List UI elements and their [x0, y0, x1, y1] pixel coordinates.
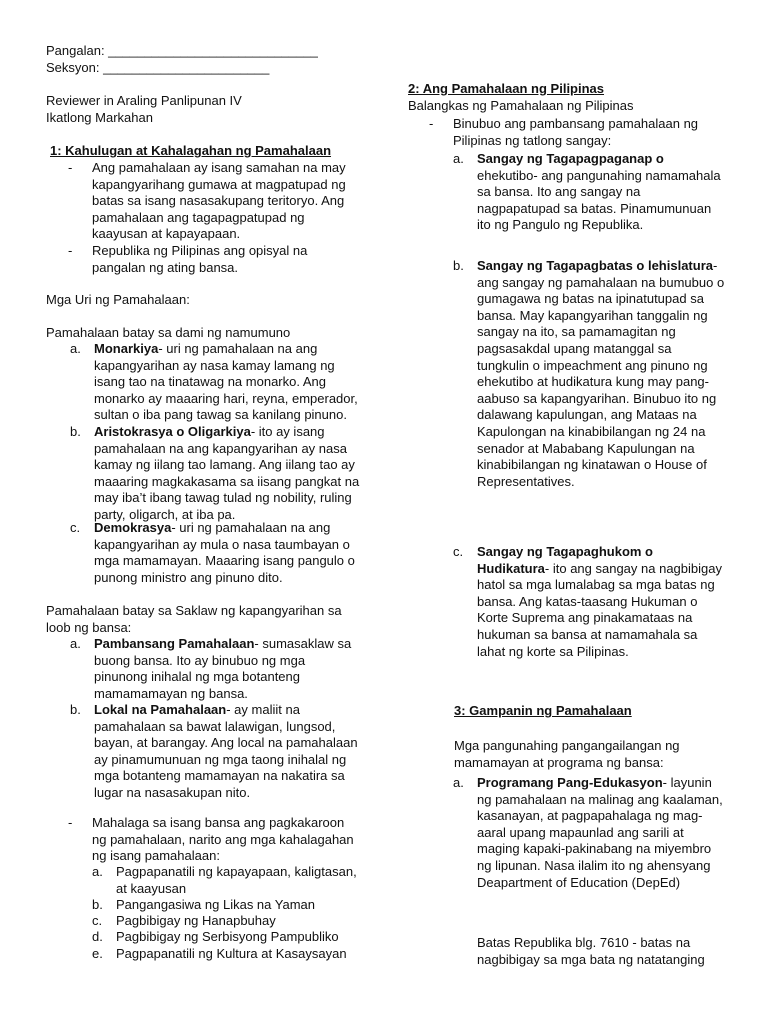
- item-marker: a.: [92, 864, 103, 879]
- section3-title: [454, 703, 726, 720]
- section-field-label: Seksyon: _______________________: [46, 60, 270, 75]
- section3-title-text: 3: Gampanin ng Pamahalaan: [454, 703, 632, 718]
- section1-bullet-1: [68, 160, 360, 243]
- item-marker: d.: [92, 929, 103, 944]
- item-text: Pagbibigay ng Serbisyong Pampubliko: [116, 929, 339, 944]
- bullet-text: Binubuo ang pambansang pamahalaan ng Pilipinas ng tatlong sangay:: [453, 116, 699, 148]
- section2-bullet: [429, 116, 726, 149]
- dash-marker: -: [68, 243, 73, 258]
- item-marker: a.: [453, 775, 464, 790]
- dash-marker: -: [429, 116, 434, 131]
- section1-title: [50, 143, 364, 160]
- item-term: Demokrasya: [94, 520, 172, 535]
- scope-heading: Pamahalaan batay sa Saklaw ng kapangyarihan sa loob ng bansa:: [46, 603, 342, 635]
- branch-item-c: [453, 544, 726, 660]
- importance-item-d: [92, 929, 360, 946]
- types-heading: Mga Uri ng Pamahalaan:: [46, 292, 190, 307]
- item-text: [94, 341, 360, 424]
- item-desc: ehekutibo- ang pangunahing namamahala sa bansa. Ito ang sangay na nagpapatupad sa batas. Pinamumunuan ito ng Pangulo ng Republika.: [477, 167, 721, 233]
- item-marker: a.: [453, 151, 464, 166]
- ruler-item-c: [70, 520, 360, 586]
- item-desc: - uri ng pamahalaan na ang kapangyarihan ay mula o nasa taumbayan o mga mamamayan. Maaaring isang pangulo o punong ministro ang pinuno dito.: [94, 520, 355, 585]
- dash-marker: -: [68, 815, 73, 830]
- item-marker: c.: [453, 544, 464, 559]
- item-marker: b.: [70, 424, 81, 439]
- ruler-item-b: [70, 424, 360, 524]
- item-text: [477, 151, 726, 234]
- item-text: [94, 424, 360, 524]
- item-desc: - sumasaklaw sa buong bansa. Ito ay binubuo ng mga pinunong inihalal ng mga botanteng mamamamayan ng bansa.: [94, 636, 352, 701]
- rulers-heading: Pamahalaan batay sa dami ng namumuno: [46, 325, 291, 340]
- item-text: [477, 258, 726, 490]
- importance-item-c: [92, 913, 360, 930]
- item-text: [94, 702, 360, 802]
- section3-intro: Mga pangunahing pangangailangan ng mamamayan at programa ng bansa:: [454, 738, 680, 770]
- section1-bullet-2: [68, 243, 360, 276]
- bullet-text: Ang pamahalaan ay isang samahan na may kapangyarihang gumawa at magpatupad ng batas sa isang nasasakupang teritoryo. Ang pamahalaan ang tagapagpatupad ng kaayusan at kapayapaan.: [92, 160, 346, 242]
- item-text: Pagpapanatili ng kapayapaan, kaligtasan, at kaayusan: [116, 864, 357, 896]
- section1-title-text: 1: Kahulugan at Kahalagahan ng Pamahalaan: [50, 143, 332, 158]
- item-term: Pambansang Pamahalaan: [94, 636, 255, 651]
- item-term: Monarkiya: [94, 341, 159, 356]
- section2-title: [408, 81, 726, 98]
- item-term: Sangay ng Tagapagbatas o lehislatura: [477, 258, 713, 273]
- item-marker: a.: [70, 341, 81, 356]
- item-term: Sangay ng Tagapaghukom o Hudikatura: [477, 544, 654, 576]
- dash-marker: -: [68, 160, 73, 175]
- item-term: Lokal na Pamahalaan: [94, 702, 227, 717]
- item-desc: - layunin ng pamahalaan na malinag ang kaalaman, kasanayan, at pagpapahalaga ng mag-aaral upang mapaunlad ang sarili at maging kapaki-pakinabang na miyembro ng lipunan. Nasa ilalim ito ng ahensyang Deapartment of Education (DepEd): [477, 775, 723, 890]
- item-text: [477, 775, 726, 891]
- bullet-text: Republika ng Pilipinas ang opisyal na pangalan ng ating bansa.: [92, 243, 308, 275]
- item-marker: c.: [92, 913, 103, 928]
- item-text: Pagpapanatili ng Kultura at Kasaysayan: [116, 946, 347, 961]
- quarter-title: Ikatlong Markahan: [46, 110, 153, 125]
- item-marker: b.: [453, 258, 464, 273]
- item-marker: c.: [70, 520, 81, 535]
- importance-bullet: [68, 815, 360, 865]
- scope-item-a: [70, 636, 360, 702]
- law-text: Batas Republika blg. 7610 - batas na nagbibigay sa mga bata ng natatanging: [477, 935, 705, 967]
- item-text: [94, 636, 360, 702]
- item-text: Pagbibigay ng Hanapbuhay: [116, 913, 276, 928]
- name-field-label: Pangalan: _____________________________: [46, 43, 318, 58]
- item-term: Aristokrasya o Oligarkiya: [94, 424, 251, 439]
- section2-subtitle: Balangkas ng Pamahalaan ng Pilipinas: [408, 98, 634, 113]
- importance-item-e: [92, 946, 360, 963]
- branch-item-a: [453, 151, 726, 234]
- item-marker: b.: [70, 702, 81, 717]
- item-marker: e.: [92, 946, 103, 961]
- item-desc: - ang sangay ng pamahalaan na bumubuo o gumagawa ng batas na ipinatutupad sa bansa. May kapangyarihan tanggalin ng sangay na ito, sa pamamagitan ng pagsasakdal upang matanggal sa tungkulin o impeachment ang pinuno ng ehekutibo at hudikatura kung may pang-aabuso sa kapangyarihan. Binubuo ito ng dalawang kapulungan, ang Mataas na Kapulongan na kinabibilangan ng 24 na senador at Mababang Kapulungan na kinabibilangan ng kinatawan o House of Representatives.: [477, 258, 725, 489]
- item-term: Programang Pang-Edukasyon: [477, 775, 663, 790]
- scope-item-b: [70, 702, 360, 802]
- item-term: Sangay ng Tagapagpaganap o: [477, 151, 664, 166]
- item-text: [477, 544, 726, 660]
- program-item-a: [453, 775, 726, 891]
- item-desc: - ito ang sangay na nagbibigay hatol sa mga lumalabag sa mga batas ng bansa. Ang katas-taasang Hukuman o Korte Suprema ang pinakamataas na hukuman sa bansa at namamahala sa lahat ng korte sa Pilipinas.: [477, 560, 722, 659]
- item-desc: - ito ay isang pamahalaan na ang kapangyarihan ay nasa kamay ng iilang tao lamang. Ang iilang tao ay maaaring magkakasama sa iisang pangkat na may iba’t ibang tawag tulad ng nobility, ruling party, oligarch, at iba pa.: [94, 424, 360, 522]
- item-desc: - uri ng pamahalaan na ang kapangyarihan ay nasa kamay lamang ng isang tao na tinatawag na monarko. Ang monarko ay maaaring hari, reyna, emperador, sultan o iba pang tawag sa kanilang pinuno.: [94, 341, 358, 423]
- reviewer-title: Reviewer in Araling Panlipunan IV: [46, 93, 242, 108]
- bullet-text: Mahalaga sa isang bansa ang pagkakaroon ng pamahalaan, narito ang mga kahalagahan ng isang pamahalaan:: [92, 815, 354, 864]
- item-text: Pangangasiwa ng Likas na Yaman: [116, 897, 315, 912]
- importance-item-b: [92, 897, 360, 914]
- importance-item-a: [92, 864, 360, 897]
- item-text: [94, 520, 360, 586]
- item-marker: b.: [92, 897, 103, 912]
- branch-item-b: [453, 258, 726, 490]
- item-desc: - ay maliit na pamahalaan sa bawat lalawigan, lungsod, bayan, at barangay. Ang local na pamahalaan ay pinamumunuan ng mga taong inihalal ng mga botanteng mamamayan na nakatira sa lugar na nasasakupan nito.: [94, 702, 358, 800]
- item-marker: a.: [70, 636, 81, 651]
- ruler-item-a: [70, 341, 360, 424]
- section2-title-text: 2: Ang Pamahalaan ng Pilipinas: [408, 81, 605, 96]
